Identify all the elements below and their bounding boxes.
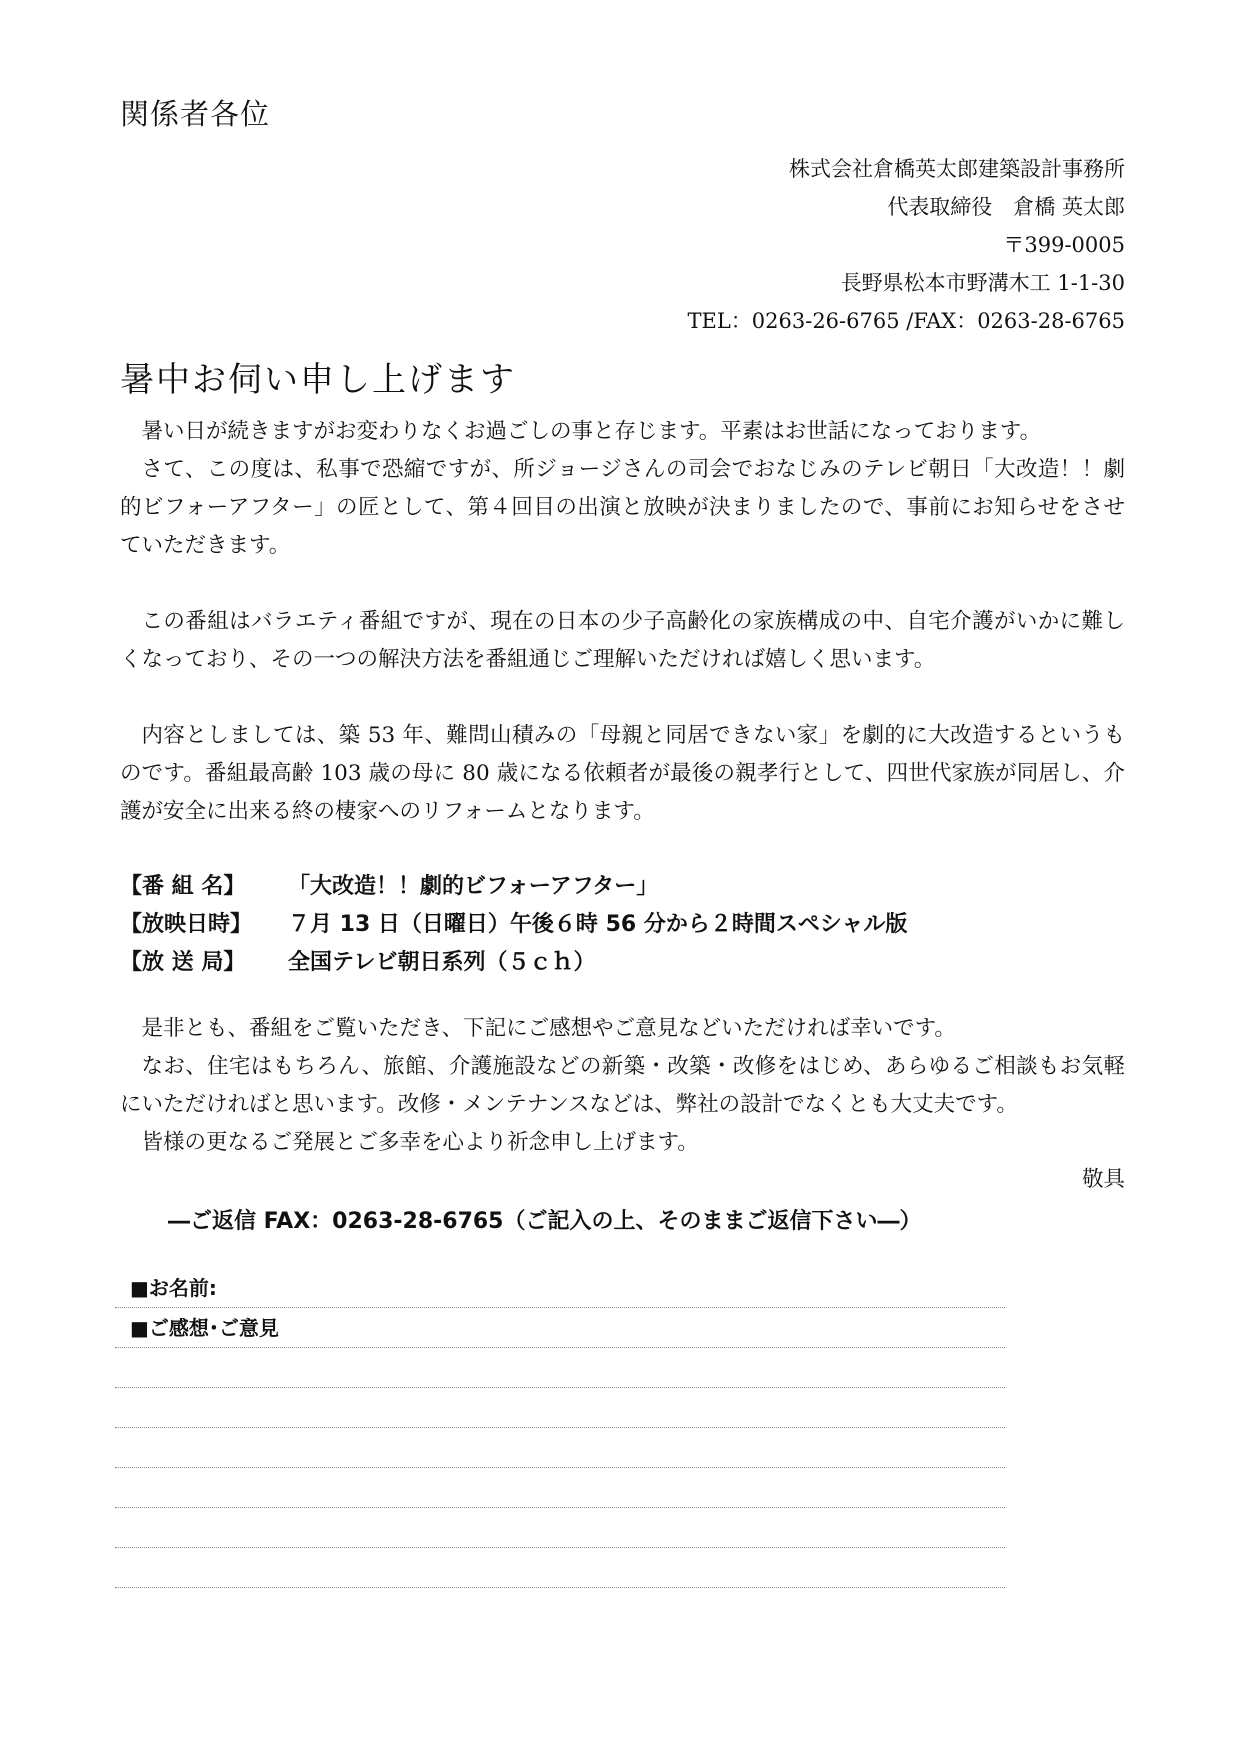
comment-line[interactable] [115, 1468, 1005, 1508]
paragraph-gap [120, 679, 1125, 717]
closing-text [120, 1010, 1125, 1162]
sender-block [688, 150, 1126, 340]
sender-representative: 代表取締役 倉橋 英太郎 [887, 195, 1125, 219]
body-paragraph-3: この番組はバラエティ番組ですが、現在の日本の少子高齢化の家族構成の中、自宅介護がいかに難しくなっており、その一つの解決方法を番組通じご理解いただければ嬉しく思います。 [120, 609, 1125, 672]
program-info [120, 868, 907, 982]
program-name-row [120, 868, 907, 906]
closing-keigu: 敬具 [1081, 1167, 1125, 1192]
broadcast-station-label: 【放 送 局】 [120, 950, 246, 975]
broadcast-station-row [120, 944, 907, 982]
comment-line[interactable] [115, 1388, 1005, 1428]
comment-line[interactable] [115, 1508, 1005, 1548]
broadcast-time-row [120, 906, 907, 944]
letter-title: 暑中お伺い申し上げます [120, 360, 516, 400]
salutation: 関係者各位 [120, 97, 271, 131]
closing-paragraph-2: なお、住宅はもちろん、旅館、介護施設などの新築・改築・改修をはじめ、あらゆるご相談もお気軽にいただければと思います。改修・メンテナンスなどは、弊社の設計でなくとも大丈夫です。 [120, 1054, 1125, 1117]
broadcast-time-label: 【放映日時】 [120, 912, 253, 937]
comment-field-row[interactable] [115, 1308, 1005, 1348]
sender-company: 株式会社倉橋英太郎建築設計事務所 [789, 157, 1125, 181]
program-name-label: 【番 組 名】 [120, 874, 246, 899]
name-field-row[interactable] [115, 1268, 1005, 1308]
sender-address: 長野県松本市野溝木工 1-1-30 [840, 271, 1125, 295]
reply-fax-line: ―ご返信 FAX：0263-28-6765（ご記入の上、そのままご返信下さい―） [168, 1209, 922, 1234]
paragraph-gap [120, 565, 1125, 603]
broadcast-time-value: ７月 13 日（日曜日）午後６時 56 分から２時間スペシャル版 [288, 912, 908, 937]
comment-line[interactable] [115, 1548, 1005, 1588]
comment-line[interactable] [115, 1348, 1005, 1388]
body-paragraph-4: 内容としましては、築 53 年、難問山積みの「母親と同居できない家」を劇的に大改造するというものです。番組最高齢 103 歳の母に 80 歳になる依頼者が最後の親孝行として、四世代家族が同居し、介護が安全に出来る終の棲家へのリフォームとなります。 [120, 723, 1125, 824]
closing-paragraph-3: 皆様の更なるご発展とご多幸を心より祈念申し上げます。 [141, 1130, 699, 1155]
name-field-label: ■お名前: [130, 1276, 217, 1300]
broadcast-station-value: 全国テレビ朝日系列（５ｃｈ） [288, 950, 596, 975]
comment-field-label: ■ご感想･ご意見 [130, 1316, 279, 1340]
reply-form [115, 1268, 1005, 1588]
letter-body [120, 413, 1125, 831]
body-paragraph-1: 暑い日が続きますがお変わりなくお過ごしの事と存じます。平素はお世話になっております。 [141, 419, 1042, 444]
closing-paragraph-1: 是非とも、番組をご覧いただき、下記にご感想やご意見などいただければ幸いです。 [141, 1016, 956, 1041]
sender-contact: TEL：0263-26-6765 /FAX：0263-28-6765 [687, 309, 1125, 333]
program-name-value: 「大改造！！劇的ビフォーアフター」 [288, 874, 659, 899]
comment-line[interactable] [115, 1428, 1005, 1468]
sender-postal-code: 〒399-0005 [1003, 233, 1125, 257]
body-paragraph-2: さて、この度は、私事で恐縮ですが、所ジョージさんの司会でおなじみのテレビ朝日「大改造！！劇的ビフォーアフター」の匠として、第４回目の出演と放映が決まりましたので、事前にお知らせをさせていただきます。 [120, 457, 1125, 558]
